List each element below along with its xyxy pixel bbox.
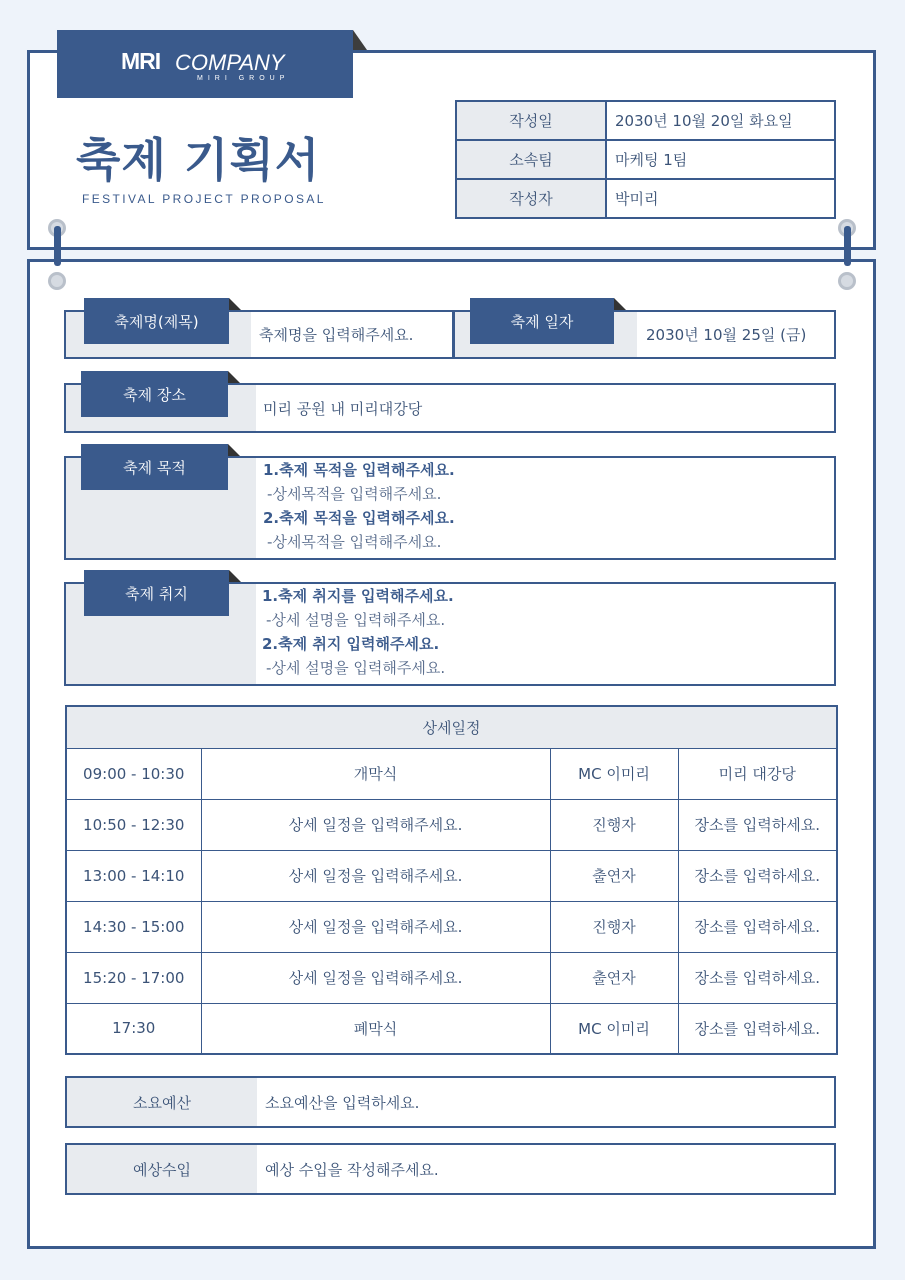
festival-purpose-text[interactable]: [263, 458, 455, 554]
label-festival-purpose: 축제 목적: [81, 444, 228, 490]
meta-label: 소속팀: [456, 140, 606, 179]
schedule-table: [65, 705, 838, 1055]
budget-value[interactable]: 소요예산을 입력하세요.: [265, 1094, 420, 1112]
schedule-time[interactable]: 10:50 - 12:30: [66, 799, 201, 850]
schedule-place[interactable]: 장소를 입력하세요.: [678, 799, 837, 850]
schedule-event[interactable]: 개막식: [201, 748, 550, 799]
logo-wordmark: COMPANY: [175, 50, 285, 75]
binder-ring-left-bottom: [48, 272, 66, 290]
meta-row-team: [456, 140, 835, 179]
schedule-host[interactable]: 출연자: [550, 850, 678, 901]
revenue-value[interactable]: 예상 수입을 작성해주세요.: [265, 1161, 439, 1179]
meta-row-date: [456, 101, 835, 140]
binder-pin-right: [844, 226, 851, 266]
intent-line-3: 2.축제 취지 입력해주세요.: [262, 635, 440, 653]
schedule-row: [66, 748, 837, 799]
schedule-host[interactable]: 진행자: [550, 901, 678, 952]
logo-mark: MRI: [121, 48, 161, 74]
meta-table: [455, 100, 836, 219]
festival-intent-text[interactable]: [262, 584, 454, 680]
purpose-line-3: 2.축제 목적을 입력해주세요.: [263, 509, 455, 527]
meta-date-value[interactable]: 2030년 10월 20일 화요일: [606, 101, 835, 140]
schedule-time[interactable]: 09:00 - 10:30: [66, 748, 201, 799]
meta-team-value[interactable]: 마케팅 1팀: [606, 140, 835, 179]
schedule-event[interactable]: 상세 일정을 입력해주세요.: [201, 901, 550, 952]
festival-place-value[interactable]: 미리 공원 내 미리대강당: [263, 400, 423, 418]
intent-line-4: -상세 설명을 입력해주세요.: [266, 659, 446, 677]
meta-label: 작성자: [456, 179, 606, 218]
label-festival-name: 축제명(제목): [84, 298, 229, 344]
revenue-label: 예상수입: [67, 1145, 257, 1193]
purpose-line-2: -상세목적을 입력해주세요.: [267, 485, 442, 503]
label-festival-place: 축제 장소: [81, 371, 228, 417]
schedule-time[interactable]: 17:30: [66, 1003, 201, 1054]
purpose-line-1: 1.축제 목적을 입력해주세요.: [263, 461, 455, 479]
logo-fold: [353, 30, 367, 50]
label-festival-date: 축제 일자: [470, 298, 614, 344]
field-budget: [65, 1076, 836, 1128]
budget-label: 소요예산: [67, 1078, 257, 1126]
schedule-event[interactable]: 상세 일정을 입력해주세요.: [201, 850, 550, 901]
schedule-row: [66, 952, 837, 1003]
schedule-event[interactable]: 폐막식: [201, 1003, 550, 1054]
binder-pin-left: [54, 226, 61, 266]
schedule-place[interactable]: 장소를 입력하세요.: [678, 901, 837, 952]
purpose-line-4: -상세목적을 입력해주세요.: [267, 533, 442, 551]
meta-author-value[interactable]: 박미리: [606, 179, 835, 218]
schedule-title: 상세일정: [66, 706, 837, 748]
schedule-row: [66, 901, 837, 952]
meta-label: 작성일: [456, 101, 606, 140]
company-logo: [57, 30, 353, 98]
schedule-place[interactable]: 장소를 입력하세요.: [678, 1003, 837, 1054]
document-subtitle: FESTIVAL PROJECT PROPOSAL: [82, 192, 326, 206]
schedule-row: [66, 850, 837, 901]
festival-name-value[interactable]: 축제명을 입력해주세요.: [259, 326, 414, 344]
schedule-place[interactable]: 미리 대강당: [678, 748, 837, 799]
schedule-row: [66, 799, 837, 850]
schedule-host[interactable]: 진행자: [550, 799, 678, 850]
intent-line-1: 1.축제 취지를 입력해주세요.: [262, 587, 454, 605]
intent-line-2: -상세 설명을 입력해주세요.: [266, 611, 446, 629]
schedule-place[interactable]: 장소를 입력하세요.: [678, 952, 837, 1003]
schedule-time[interactable]: 14:30 - 15:00: [66, 901, 201, 952]
schedule-place[interactable]: 장소를 입력하세요.: [678, 850, 837, 901]
schedule-host[interactable]: MC 이미리: [550, 748, 678, 799]
meta-row-author: [456, 179, 835, 218]
schedule-event[interactable]: 상세 일정을 입력해주세요.: [201, 799, 550, 850]
label-festival-intent: 축제 취지: [84, 570, 229, 616]
binder-ring-right-bottom: [838, 272, 856, 290]
schedule-row: [66, 1003, 837, 1054]
schedule-host[interactable]: MC 이미리: [550, 1003, 678, 1054]
schedule-time[interactable]: 15:20 - 17:00: [66, 952, 201, 1003]
document-title: 축제 기획서: [76, 133, 321, 187]
schedule-host[interactable]: 출연자: [550, 952, 678, 1003]
logo-subtitle: MIRI GROUP: [197, 75, 290, 82]
schedule-event[interactable]: 상세 일정을 입력해주세요.: [201, 952, 550, 1003]
festival-date-value[interactable]: 2030년 10월 25일 (금): [646, 326, 807, 344]
schedule-time[interactable]: 13:00 - 14:10: [66, 850, 201, 901]
field-revenue: [65, 1143, 836, 1195]
